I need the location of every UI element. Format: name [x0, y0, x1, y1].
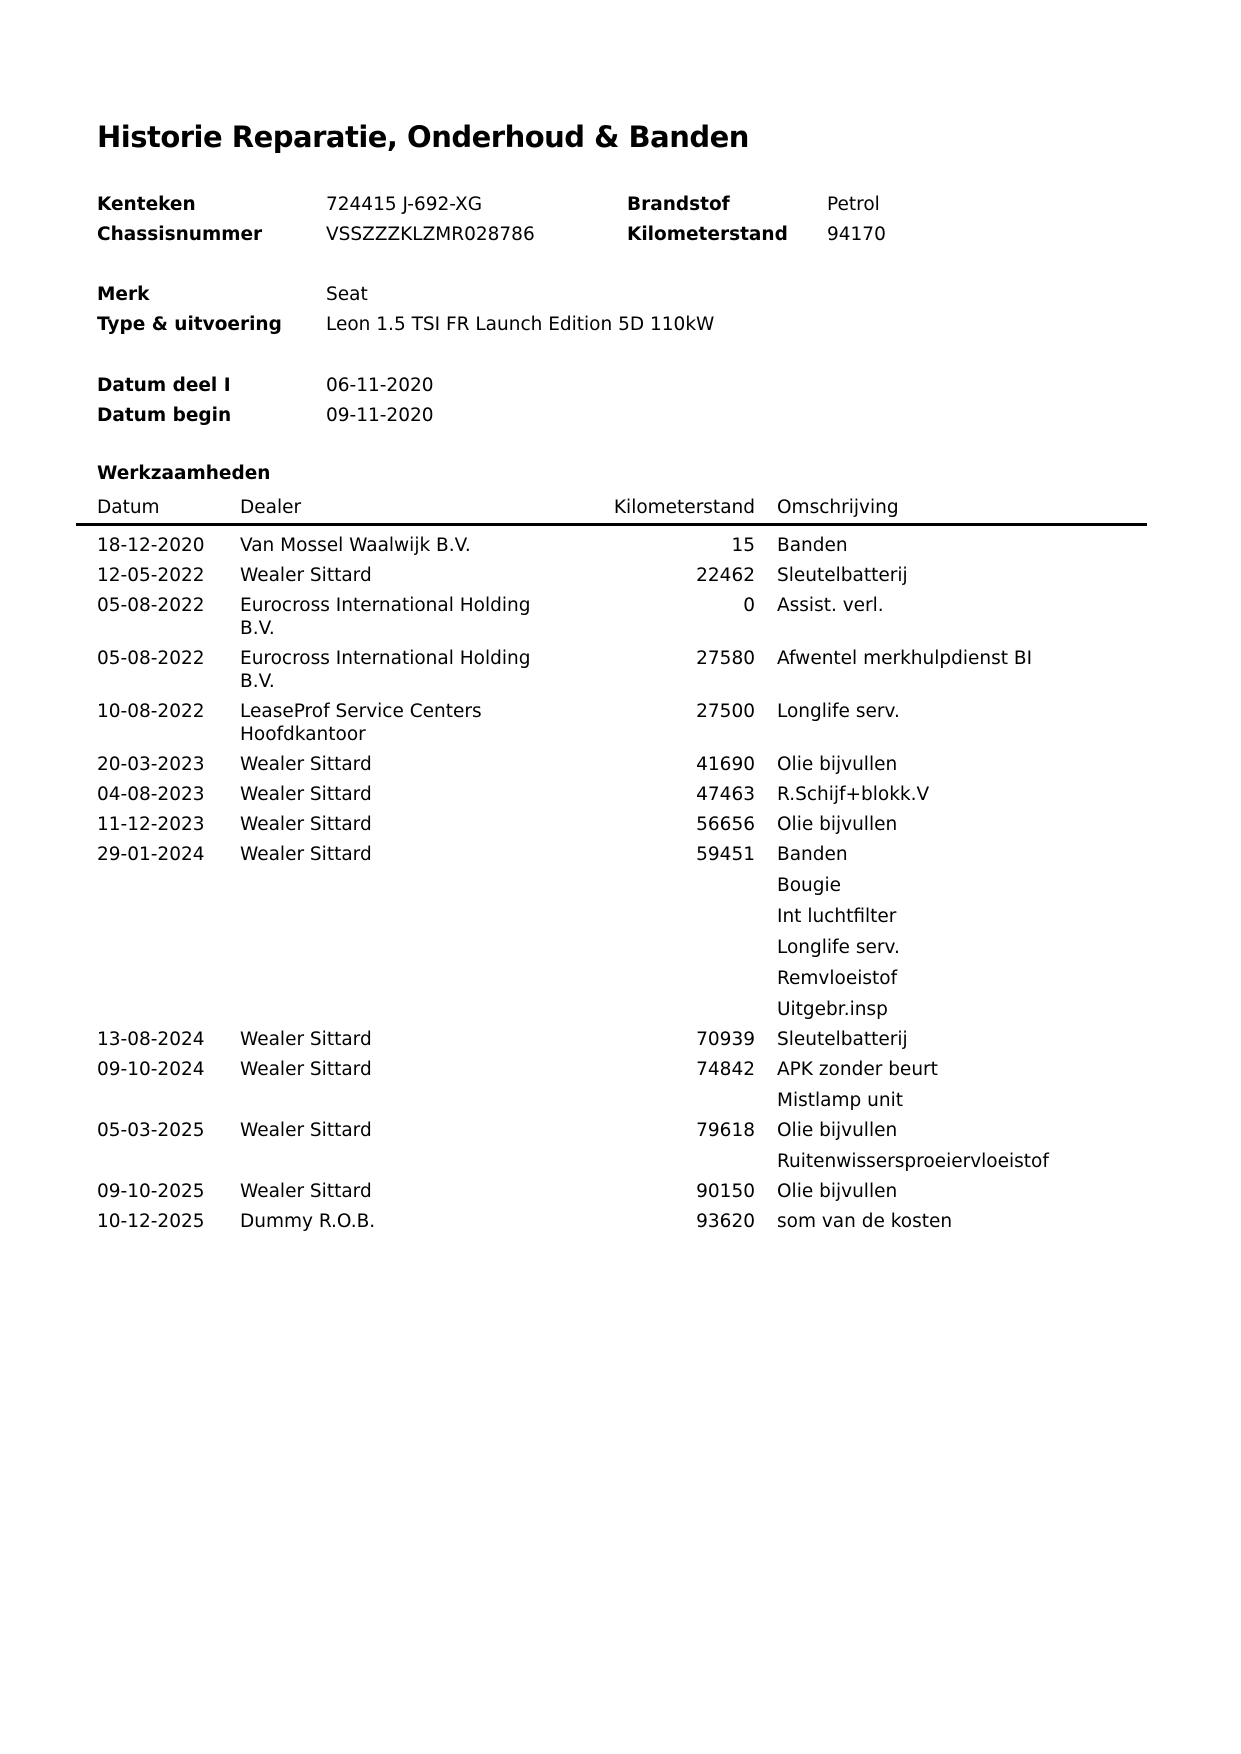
- meta-row: [97, 404, 1147, 434]
- cell-dealer: [240, 647, 570, 693]
- cell-omschrijving: [755, 700, 1147, 723]
- cell-kilometerstand: 27500: [696, 701, 755, 722]
- type-uitvoering-label: Type & uitvoering: [97, 314, 282, 335]
- meta-row: [97, 223, 1147, 253]
- cell-datum: 04-08-2023: [97, 784, 205, 805]
- cell-omschrijving: [755, 843, 1147, 1021]
- cell-dealer: [240, 1119, 570, 1142]
- omschrijving-line: Longlife serv.: [777, 937, 900, 958]
- kilometerstand-value: 94170: [827, 224, 886, 245]
- dealer-line: Hoofdkantoor: [240, 724, 366, 745]
- cell-datum: 20-03-2023: [97, 754, 205, 775]
- cell-kilometerstand: 90150: [696, 1181, 755, 1202]
- cell-datum: 10-12-2025: [97, 1211, 205, 1232]
- work-row: [97, 1058, 1147, 1112]
- dealer-line: Wealer Sittard: [240, 814, 372, 835]
- dealer-line: Wealer Sittard: [240, 1059, 372, 1080]
- work-row: [97, 534, 1147, 557]
- cell-dealer: [240, 534, 570, 557]
- work-row: [97, 1028, 1147, 1051]
- work-row: [97, 753, 1147, 776]
- dealer-line: Van Mossel Waalwijk B.V.: [240, 535, 471, 556]
- vehicle-identity-block: [97, 193, 1147, 253]
- dealer-line: Wealer Sittard: [240, 1120, 372, 1141]
- cell-datum: 10-08-2022: [97, 701, 205, 722]
- chassisnummer-value: VSSZZZKLZMR028786: [326, 224, 535, 245]
- cell-datum: 29-01-2024: [97, 844, 205, 865]
- work-row: [97, 700, 1147, 746]
- omschrijving-line: som van de kosten: [777, 1211, 953, 1232]
- cell-dealer: [240, 594, 570, 640]
- omschrijving-line: Mistlamp unit: [777, 1090, 903, 1111]
- werkzaamheden-heading: Werkzaamheden: [97, 463, 271, 484]
- cell-dealer: [240, 1210, 570, 1233]
- work-row: [97, 1210, 1147, 1233]
- omschrijving-line: Uitgebr.insp: [777, 999, 888, 1020]
- omschrijving-line: Afwentel merkhulpdienst BI: [777, 648, 1033, 669]
- cell-omschrijving: [755, 813, 1147, 836]
- cell-datum: 11-12-2023: [97, 814, 205, 835]
- omschrijving-line: Bougie: [777, 875, 842, 896]
- type-uitvoering-value: Leon 1.5 TSI FR Launch Edition 5D 110kW: [326, 314, 715, 335]
- dealer-line: B.V.: [240, 618, 275, 639]
- cell-omschrijving: [755, 1180, 1147, 1203]
- brandstof-label: Brandstof: [627, 194, 730, 215]
- cell-dealer: [240, 753, 570, 776]
- cell-dealer: [240, 564, 570, 587]
- meta-row: [97, 374, 1147, 404]
- cell-datum: 05-08-2022: [97, 648, 205, 669]
- cell-kilometerstand: 74842: [696, 1059, 755, 1080]
- omschrijving-line: APK zonder beurt: [777, 1059, 938, 1080]
- meta-row: [97, 193, 1147, 223]
- meta-row: [97, 283, 1147, 313]
- cell-kilometerstand: 70939: [696, 1029, 755, 1050]
- cell-kilometerstand: 27580: [696, 648, 755, 669]
- cell-dealer: [240, 700, 570, 746]
- dealer-line: Eurocross International Holding: [240, 595, 531, 616]
- column-header-kilometerstand: Kilometerstand: [613, 497, 755, 518]
- cell-kilometerstand: 41690: [696, 754, 755, 775]
- brandstof-value: Petrol: [827, 194, 880, 215]
- dealer-line: Wealer Sittard: [240, 1181, 372, 1202]
- work-row: [97, 783, 1147, 806]
- work-row: [97, 1119, 1147, 1173]
- cell-omschrijving: [755, 1210, 1147, 1233]
- cell-dealer: [240, 1180, 570, 1203]
- cell-dealer: [240, 843, 570, 866]
- cell-dealer: [240, 783, 570, 806]
- cell-kilometerstand: 59451: [696, 844, 755, 865]
- cell-dealer: [240, 813, 570, 836]
- omschrijving-line: Int luchtfilter: [777, 906, 897, 927]
- work-row: [97, 843, 1147, 1021]
- cell-kilometerstand: 47463: [696, 784, 755, 805]
- table-header-rule: [76, 523, 1147, 526]
- cell-datum: 05-03-2025: [97, 1120, 205, 1141]
- dealer-line: Wealer Sittard: [240, 844, 372, 865]
- omschrijving-line: Banden: [777, 844, 848, 865]
- merk-value: Seat: [326, 284, 368, 305]
- column-header-datum: Datum: [97, 497, 160, 518]
- omschrijving-line: Sleutelbatterij: [777, 1029, 908, 1050]
- cell-omschrijving: [755, 594, 1147, 617]
- omschrijving-line: Sleutelbatterij: [777, 565, 908, 586]
- cell-kilometerstand: 22462: [696, 565, 755, 586]
- datum-deel-1-label: Datum deel I: [97, 375, 231, 396]
- cell-omschrijving: [755, 647, 1147, 670]
- cell-datum: 09-10-2024: [97, 1059, 205, 1080]
- work-row: [97, 564, 1147, 587]
- cell-omschrijving: [755, 1119, 1147, 1173]
- cell-omschrijving: [755, 564, 1147, 587]
- work-table-body: [97, 534, 1147, 1233]
- omschrijving-line: Olie bijvullen: [777, 1181, 898, 1202]
- cell-kilometerstand: 56656: [696, 814, 755, 835]
- work-row: [97, 813, 1147, 836]
- datum-deel-1-value: 06-11-2020: [326, 375, 434, 396]
- cell-dealer: [240, 1058, 570, 1081]
- datum-begin-label: Datum begin: [97, 405, 232, 426]
- kenteken-label: Kenteken: [97, 194, 196, 215]
- datum-begin-value: 09-11-2020: [326, 405, 434, 426]
- omschrijving-line: Olie bijvullen: [777, 814, 898, 835]
- cell-datum: 18-12-2020: [97, 535, 205, 556]
- work-row: [97, 647, 1147, 693]
- dealer-line: Wealer Sittard: [240, 754, 372, 775]
- cell-kilometerstand: 15: [731, 535, 755, 556]
- work-table-header: [97, 496, 1147, 519]
- omschrijving-line: Olie bijvullen: [777, 1120, 898, 1141]
- cell-dealer: [240, 1028, 570, 1051]
- column-header-dealer: Dealer: [240, 497, 302, 518]
- omschrijving-line: Remvloeistof: [777, 968, 898, 989]
- column-header-omschrijving: Omschrijving: [777, 497, 899, 518]
- omschrijving-line: Banden: [777, 535, 848, 556]
- cell-kilometerstand: 0: [743, 595, 755, 616]
- cell-datum: 05-08-2022: [97, 595, 205, 616]
- dealer-line: LeaseProf Service Centers: [240, 701, 482, 722]
- kenteken-value: 724415 J-692-XG: [326, 194, 483, 215]
- cell-omschrijving: [755, 1058, 1147, 1112]
- cell-datum: 13-08-2024: [97, 1029, 205, 1050]
- work-row: [97, 594, 1147, 640]
- omschrijving-line: Longlife serv.: [777, 701, 900, 722]
- meta-row: [97, 313, 1147, 343]
- cell-kilometerstand: 79618: [696, 1120, 755, 1141]
- dates-block: [97, 374, 1147, 434]
- cell-omschrijving: [755, 534, 1147, 557]
- omschrijving-line: Assist. verl.: [777, 595, 884, 616]
- vehicle-model-block: [97, 283, 1147, 343]
- kilometerstand-label: Kilometerstand: [627, 224, 788, 245]
- cell-omschrijving: [755, 753, 1147, 776]
- cell-omschrijving: [755, 1028, 1147, 1051]
- dealer-line: Wealer Sittard: [240, 565, 372, 586]
- merk-label: Merk: [97, 284, 150, 305]
- dealer-line: Wealer Sittard: [240, 1029, 372, 1050]
- dealer-line: Dummy R.O.B.: [240, 1211, 376, 1232]
- cell-omschrijving: [755, 783, 1147, 806]
- chassisnummer-label: Chassisnummer: [97, 224, 263, 245]
- cell-datum: 12-05-2022: [97, 565, 205, 586]
- omschrijving-line: Ruitenwissersproeiervloeistof: [777, 1151, 1049, 1172]
- work-row: [97, 1180, 1147, 1203]
- dealer-line: Wealer Sittard: [240, 784, 372, 805]
- dealer-line: Eurocross International Holding: [240, 648, 531, 669]
- omschrijving-line: R.Schijf+blokk.V: [777, 784, 930, 805]
- cell-datum: 09-10-2025: [97, 1181, 205, 1202]
- dealer-line: B.V.: [240, 671, 275, 692]
- omschrijving-line: Olie bijvullen: [777, 754, 898, 775]
- document-title: Historie Reparatie, Onderhoud & Banden: [97, 120, 749, 154]
- cell-kilometerstand: 93620: [696, 1211, 755, 1232]
